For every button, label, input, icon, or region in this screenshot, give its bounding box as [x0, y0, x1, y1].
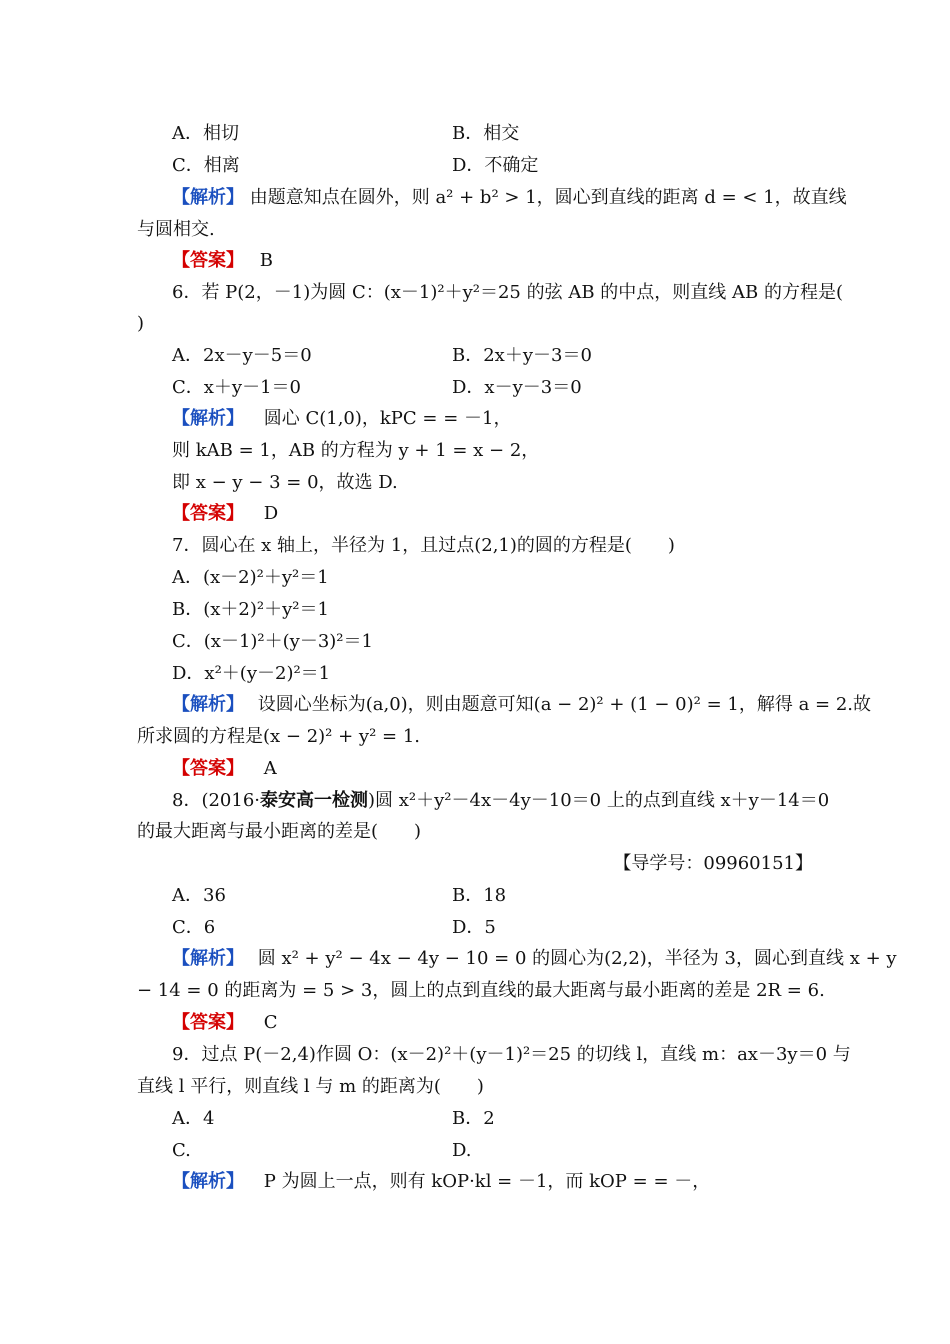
q5-option-b: B．相交: [452, 123, 520, 144]
analysis-text: 圆心 C(1,0)，kPC = = －1，: [263, 408, 512, 429]
q6-stem-line-2: ): [137, 313, 145, 334]
q9-option-c: C.: [172, 1140, 191, 1161]
q6-analysis-line-1: [172, 407, 511, 431]
q7-option-a: A．(x－2)²＋y²＝1: [172, 567, 329, 588]
q5-analysis-line-2: 与圆相交.: [137, 219, 215, 240]
q9-stem-line-1: 9．过点 P(－2,4)作圆 O：(x－2)²＋(y－1)²＝25 的切线 l，直线 m：ax－3y＝0 与: [172, 1044, 851, 1065]
q8-reference-number: 【导学号：09960151】: [613, 853, 813, 874]
q6-option-c: C．x＋y－1＝0: [172, 377, 301, 398]
q7-analysis-line-2: 所求圆的方程是(x − 2)² + y² = 1.: [137, 726, 420, 747]
q5-option-c: C．相离: [172, 155, 240, 176]
q8-stem-prefix: 8．(2016·: [172, 790, 261, 811]
q6-option-b: B．2x＋y－3＝0: [452, 345, 592, 366]
q8-option-d: D．5: [452, 917, 496, 938]
q5-answer: [172, 249, 273, 273]
q8-analysis-line-2: − 14 = 0 的距离为 = 5 > 3，圆上的点到直线的最大距离与最小距离的差是 2R = 6.: [137, 980, 825, 1001]
q8-answer: [172, 1011, 278, 1035]
q6-stem-line-1: 6．若 P(2，－1)为圆 C：(x－1)²＋y²＝25 的弦 AB 的中点，则直线 AB 的方程是(: [172, 282, 843, 303]
q7-option-d: D．x²＋(y－2)²＝1: [172, 663, 331, 684]
analysis-label: 【解析】: [172, 948, 244, 969]
q8-option-a: A．36: [172, 885, 226, 906]
q6-option-a: A．2x－y－5＝0: [172, 345, 312, 366]
analysis-label: 【解析】: [172, 694, 244, 715]
q9-analysis-line-1: [172, 1170, 710, 1194]
q6-analysis-line-2: 则 kAB = 1，AB 的方程为 y + 1 = x − 2，: [172, 440, 540, 461]
q7-option-b: B．(x＋2)²＋y²＝1: [172, 599, 329, 620]
q9-stem-line-2: 直线 l 平行，则直线 l 与 m 的距离为( ): [137, 1076, 484, 1097]
q8-stem-rest: )圆 x²＋y²－4x－4y－10＝0 上的点到直线 x＋y－14＝0: [368, 790, 830, 811]
answer-value: C: [263, 1012, 278, 1033]
q8-stem-line-2: 的最大距离与最小距离的差是( ): [137, 821, 422, 842]
answer-label: 【答案】: [172, 503, 244, 524]
analysis-text: 圆 x² + y² − 4x − 4y − 10 = 0 的圆心为(2,2)，半径为 3，圆心到直线 x + y: [257, 948, 897, 969]
q8-analysis-line-1: [172, 947, 897, 971]
q7-stem: 7．圆心在 x 轴上，半径为 1，且过点(2,1)的圆的方程是( ): [172, 535, 675, 556]
answer-label: 【答案】: [172, 250, 244, 271]
answer-value: A: [263, 758, 277, 779]
q8-option-b: B．18: [452, 885, 507, 906]
analysis-label: 【解析】: [172, 408, 244, 429]
q7-analysis-line-1: [172, 693, 871, 717]
q8-stem-line-1: [172, 789, 829, 813]
q7-option-c: C．(x－1)²＋(y－3)²＝1: [172, 631, 373, 652]
answer-label: 【答案】: [172, 758, 244, 779]
analysis-text: 设圆心坐标为(a,0)，则由题意可知(a − 2)² + (1 − 0)² = 1，解得 a = 2.故: [257, 694, 871, 715]
q9-option-a: A．4: [172, 1108, 215, 1129]
q9-option-d: D.: [452, 1140, 472, 1161]
q5-option-a: A．相切: [172, 123, 239, 144]
answer-value: D: [263, 503, 279, 524]
analysis-text: 由题意知点在圆外，则 a² + b² > 1，圆心到直线的距离 d = < 1，故直线: [249, 187, 847, 208]
q5-analysis-line-1: [172, 186, 847, 210]
q8-stem-source: 泰安高一检测: [260, 790, 369, 811]
q6-analysis-line-3: 即 x − y − 3 = 0，故选 D.: [172, 472, 398, 493]
q6-answer: [172, 502, 278, 526]
q8-option-c: C．6: [172, 917, 216, 938]
answer-value: B: [259, 250, 273, 271]
analysis-text: P 为圆上一点，则有 kOP·kl = －1，而 kOP = = －，: [263, 1171, 711, 1192]
answer-label: 【答案】: [172, 1012, 244, 1033]
q9-option-b: B．2: [452, 1108, 495, 1129]
analysis-label: 【解析】: [172, 1171, 244, 1192]
q5-option-d: D．不确定: [452, 155, 539, 176]
analysis-label: 【解析】: [172, 187, 244, 208]
q6-option-d: D．x－y－3＝0: [452, 377, 582, 398]
q7-answer: [172, 757, 277, 781]
